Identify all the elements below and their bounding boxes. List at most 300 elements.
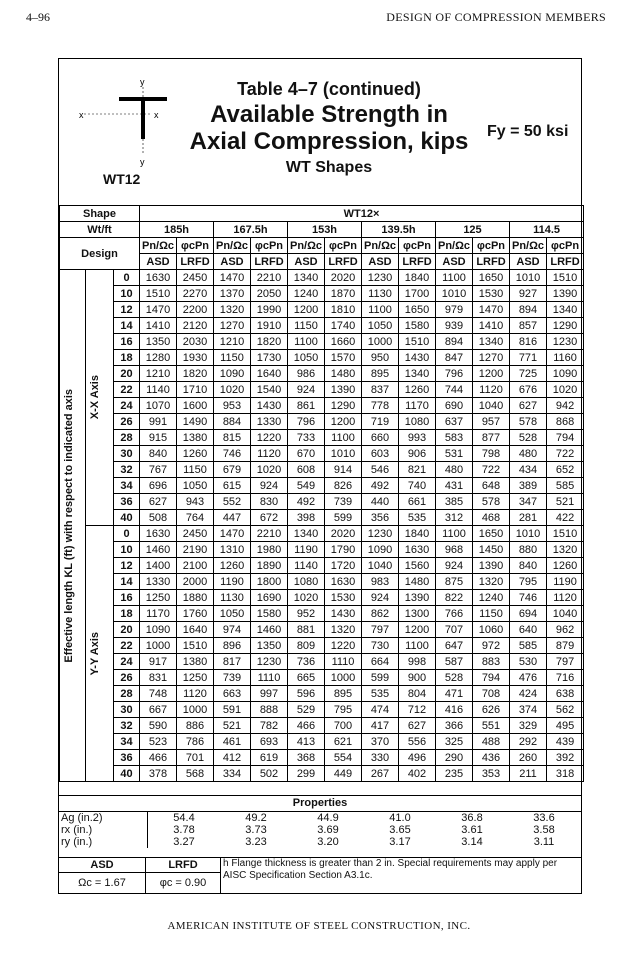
strength-value: 997 bbox=[251, 686, 288, 702]
strength-value: 599 bbox=[325, 510, 362, 526]
wtft-header: Wt/ft bbox=[60, 222, 140, 238]
strength-value: 700 bbox=[325, 718, 362, 734]
strength-value: 1130 bbox=[362, 286, 399, 302]
strength-value: 211 bbox=[510, 766, 547, 782]
strength-value: 608 bbox=[288, 462, 325, 478]
strength-value: 795 bbox=[510, 574, 547, 590]
table-title: Available Strength in Axial Compression, kips bbox=[189, 101, 469, 155]
strength-value: 627 bbox=[399, 718, 436, 734]
strength-value: 1230 bbox=[547, 334, 584, 350]
table-row bbox=[60, 398, 584, 414]
strength-value: 1430 bbox=[325, 606, 362, 622]
length-value: 32 bbox=[114, 718, 140, 734]
strength-value: 924 bbox=[251, 478, 288, 494]
strength-value: 1740 bbox=[325, 318, 362, 334]
strength-value: 782 bbox=[251, 718, 288, 734]
effective-length-label: Effective length KL (ft) with respect to indicated axis bbox=[63, 388, 75, 663]
strength-value: 1220 bbox=[325, 638, 362, 654]
strength-value: 730 bbox=[362, 638, 399, 654]
strength-value: 840 bbox=[510, 558, 547, 574]
strength-value: 670 bbox=[288, 446, 325, 462]
strength-value: 2000 bbox=[177, 574, 214, 590]
strength-value: 986 bbox=[288, 366, 325, 382]
strength-value: 837 bbox=[362, 382, 399, 398]
strength-value: 436 bbox=[473, 750, 510, 766]
strength-value: 1090 bbox=[362, 542, 399, 558]
strength-value: 1000 bbox=[140, 638, 177, 654]
strength-value: 528 bbox=[510, 430, 547, 446]
strength-value: 690 bbox=[436, 398, 473, 414]
strength-value: 1390 bbox=[325, 382, 362, 398]
strength-value: 1040 bbox=[473, 398, 510, 414]
strength-value: 1470 bbox=[214, 526, 251, 542]
property-value: 3.69 bbox=[317, 824, 339, 836]
length-value: 14 bbox=[114, 574, 140, 590]
lrfd-header: LRFD bbox=[325, 254, 362, 270]
strength-value: 1310 bbox=[214, 542, 251, 558]
strength-value: 1020 bbox=[214, 382, 251, 398]
strength-value: 1930 bbox=[177, 350, 214, 366]
strength-value: 1020 bbox=[547, 382, 584, 398]
strength-value: 1400 bbox=[140, 558, 177, 574]
table-row bbox=[60, 526, 584, 542]
axis-x-right: x bbox=[154, 110, 159, 120]
strength-value: 590 bbox=[140, 718, 177, 734]
strength-value: 549 bbox=[288, 478, 325, 494]
strength-value: 1000 bbox=[325, 670, 362, 686]
property-row bbox=[59, 824, 581, 836]
strength-value: 385 bbox=[436, 494, 473, 510]
strength-value: 546 bbox=[362, 462, 399, 478]
strength-value: 638 bbox=[547, 686, 584, 702]
length-value: 28 bbox=[114, 430, 140, 446]
strength-value: 468 bbox=[473, 510, 510, 526]
strength-value: 900 bbox=[399, 670, 436, 686]
weight-header: 125 bbox=[436, 222, 510, 238]
strength-value: 389 bbox=[510, 478, 547, 494]
strength-value: 1250 bbox=[140, 590, 177, 606]
strength-value: 804 bbox=[399, 686, 436, 702]
strength-value: 447 bbox=[214, 510, 251, 526]
strength-value: 1290 bbox=[547, 318, 584, 334]
strength-value: 748 bbox=[140, 686, 177, 702]
strength-value: 267 bbox=[362, 766, 399, 782]
strength-value: 1820 bbox=[177, 366, 214, 382]
strength-value: 2050 bbox=[251, 286, 288, 302]
strength-value: 712 bbox=[399, 702, 436, 718]
strength-value: 1150 bbox=[473, 606, 510, 622]
strength-value: 1190 bbox=[214, 574, 251, 590]
lrfd-header: LRFD bbox=[473, 254, 510, 270]
strength-value: 672 bbox=[251, 510, 288, 526]
length-value: 14 bbox=[114, 318, 140, 334]
property-value: 41.0 bbox=[389, 812, 411, 824]
section-title: DESIGN OF COMPRESSION MEMBERS bbox=[386, 10, 606, 24]
strength-value: 1220 bbox=[251, 430, 288, 446]
strength-value: 1100 bbox=[325, 430, 362, 446]
strength-value: 621 bbox=[325, 734, 362, 750]
strength-value: 979 bbox=[436, 302, 473, 318]
strength-value: 1150 bbox=[288, 318, 325, 334]
strength-value: 797 bbox=[547, 654, 584, 670]
length-value: 18 bbox=[114, 606, 140, 622]
property-value: 36.8 bbox=[461, 812, 483, 824]
strength-value: 1140 bbox=[140, 382, 177, 398]
strength-value: 962 bbox=[547, 622, 584, 638]
strength-value: 708 bbox=[473, 686, 510, 702]
strength-value: 356 bbox=[362, 510, 399, 526]
strength-value: 1390 bbox=[547, 286, 584, 302]
strength-value: 434 bbox=[510, 462, 547, 478]
strength-value: 1570 bbox=[325, 350, 362, 366]
strength-value: 693 bbox=[251, 734, 288, 750]
strength-value: 1200 bbox=[288, 302, 325, 318]
strength-value: 1270 bbox=[214, 318, 251, 334]
strength-value: 1530 bbox=[325, 590, 362, 606]
strength-value: 894 bbox=[436, 334, 473, 350]
lrfd-header: LRFD bbox=[251, 254, 288, 270]
table-row bbox=[60, 510, 584, 526]
lrfd-strength-header: φcPn bbox=[399, 238, 436, 254]
strength-value: 615 bbox=[214, 478, 251, 494]
strength-value: 894 bbox=[510, 302, 547, 318]
strength-value: 378 bbox=[140, 766, 177, 782]
weight-header: 139.5h bbox=[362, 222, 436, 238]
strength-value: 1090 bbox=[140, 622, 177, 638]
length-value: 22 bbox=[114, 382, 140, 398]
strength-value: 1170 bbox=[140, 606, 177, 622]
strength-value: 733 bbox=[288, 430, 325, 446]
strength-value: 1100 bbox=[399, 638, 436, 654]
strength-value: 647 bbox=[436, 638, 473, 654]
properties-section bbox=[59, 795, 581, 848]
footnote: h Flange thickness is greater than 2 in. Special requirements may apply per AISC Specification Section A3.1c. bbox=[223, 858, 558, 881]
strength-value: 1370 bbox=[214, 286, 251, 302]
strength-value: 370 bbox=[362, 734, 399, 750]
strength-value: 847 bbox=[436, 350, 473, 366]
length-value: 20 bbox=[114, 366, 140, 382]
strength-value: 626 bbox=[473, 702, 510, 718]
strength-value: 329 bbox=[510, 718, 547, 734]
axis-label-cell bbox=[86, 270, 114, 526]
strength-value: 334 bbox=[214, 766, 251, 782]
strength-value: 413 bbox=[288, 734, 325, 750]
property-value: 3.23 bbox=[245, 836, 267, 848]
strength-value: 235 bbox=[436, 766, 473, 782]
weight-header: 153h bbox=[288, 222, 362, 238]
lrfd-strength-header: φcPn bbox=[325, 238, 362, 254]
strength-value: 2020 bbox=[325, 526, 362, 542]
strength-value: 696 bbox=[140, 478, 177, 494]
asd-strength-header: Pn/Ωc bbox=[214, 238, 251, 254]
shape-value: WT12× bbox=[140, 206, 584, 222]
strength-value: 895 bbox=[362, 366, 399, 382]
strength-value: 347 bbox=[510, 494, 547, 510]
strength-value: 325 bbox=[436, 734, 473, 750]
strength-value: 1110 bbox=[325, 654, 362, 670]
strength-value: 957 bbox=[473, 414, 510, 430]
strength-value: 1210 bbox=[140, 366, 177, 382]
strength-value: 665 bbox=[288, 670, 325, 686]
strength-value: 1630 bbox=[399, 542, 436, 558]
strength-value: 530 bbox=[510, 654, 547, 670]
strength-value: 1040 bbox=[547, 606, 584, 622]
strength-value: 739 bbox=[214, 670, 251, 686]
strength-table bbox=[59, 205, 584, 782]
property-value: 33.6 bbox=[533, 812, 555, 824]
strength-value: 1330 bbox=[140, 574, 177, 590]
asd-header: ASD bbox=[510, 254, 547, 270]
length-value: 22 bbox=[114, 638, 140, 654]
strength-value: 1260 bbox=[177, 446, 214, 462]
length-value: 34 bbox=[114, 478, 140, 494]
property-value: 3.17 bbox=[389, 836, 411, 848]
strength-value: 1200 bbox=[325, 414, 362, 430]
strength-value: 417 bbox=[362, 718, 399, 734]
strength-value: 1700 bbox=[399, 286, 436, 302]
strength-value: 1200 bbox=[399, 622, 436, 638]
strength-value: 1100 bbox=[436, 270, 473, 286]
strength-value: 886 bbox=[177, 718, 214, 734]
strength-value: 1460 bbox=[140, 542, 177, 558]
strength-value: 439 bbox=[547, 734, 584, 750]
strength-value: 1110 bbox=[251, 670, 288, 686]
strength-value: 2450 bbox=[177, 270, 214, 286]
strength-value: 1640 bbox=[177, 622, 214, 638]
length-value: 10 bbox=[114, 286, 140, 302]
axis-y-top: y bbox=[140, 77, 145, 87]
property-value: 44.9 bbox=[317, 812, 339, 824]
strength-value: 821 bbox=[399, 462, 436, 478]
strength-value: 330 bbox=[362, 750, 399, 766]
strength-value: 663 bbox=[214, 686, 251, 702]
strength-value: 927 bbox=[510, 286, 547, 302]
strength-value: 2210 bbox=[251, 526, 288, 542]
strength-value: 676 bbox=[510, 382, 547, 398]
strength-value: 416 bbox=[436, 702, 473, 718]
table-row bbox=[60, 430, 584, 446]
strength-value: 679 bbox=[214, 462, 251, 478]
table-row bbox=[60, 654, 584, 670]
strength-value: 2450 bbox=[177, 526, 214, 542]
strength-value: 402 bbox=[399, 766, 436, 782]
strength-value: 1880 bbox=[177, 590, 214, 606]
strength-value: 1190 bbox=[547, 574, 584, 590]
length-value: 30 bbox=[114, 446, 140, 462]
table-row bbox=[60, 718, 584, 734]
axis-label: Y-Y Axis bbox=[89, 631, 101, 676]
strength-value: 1430 bbox=[399, 350, 436, 366]
strength-value: 2020 bbox=[325, 270, 362, 286]
table-row bbox=[60, 574, 584, 590]
strength-value: 551 bbox=[473, 718, 510, 734]
strength-value: 562 bbox=[547, 702, 584, 718]
strength-value: 1650 bbox=[473, 270, 510, 286]
strength-value: 1120 bbox=[251, 446, 288, 462]
length-value: 40 bbox=[114, 510, 140, 526]
strength-value: 1090 bbox=[214, 366, 251, 382]
strength-value: 1410 bbox=[140, 318, 177, 334]
strength-value: 1840 bbox=[399, 270, 436, 286]
strength-value: 875 bbox=[436, 574, 473, 590]
strength-value: 1630 bbox=[325, 574, 362, 590]
strength-value: 1430 bbox=[251, 398, 288, 414]
length-value: 28 bbox=[114, 686, 140, 702]
table-row bbox=[60, 446, 584, 462]
strength-value: 746 bbox=[510, 590, 547, 606]
strength-value: 1480 bbox=[325, 366, 362, 382]
strength-value: 535 bbox=[399, 510, 436, 526]
length-value: 0 bbox=[114, 270, 140, 286]
table-row bbox=[60, 638, 584, 654]
strength-value: 523 bbox=[140, 734, 177, 750]
table-row bbox=[60, 286, 584, 302]
strength-value: 815 bbox=[214, 430, 251, 446]
strength-value: 568 bbox=[177, 766, 214, 782]
axis-label: X-X Axis bbox=[89, 375, 101, 420]
strength-value: 740 bbox=[399, 478, 436, 494]
strength-value: 1890 bbox=[251, 558, 288, 574]
strength-value: 260 bbox=[510, 750, 547, 766]
strength-value: 744 bbox=[436, 382, 473, 398]
strength-value: 857 bbox=[510, 318, 547, 334]
property-value: 3.78 bbox=[173, 824, 195, 836]
strength-value: 578 bbox=[473, 494, 510, 510]
strength-value: 1230 bbox=[251, 654, 288, 670]
strength-value: 952 bbox=[288, 606, 325, 622]
strength-value: 449 bbox=[325, 766, 362, 782]
strength-value: 924 bbox=[288, 382, 325, 398]
strength-value: 599 bbox=[362, 670, 399, 686]
property-label: Ag (in.2) bbox=[59, 812, 148, 824]
strength-value: 2270 bbox=[177, 286, 214, 302]
strength-value: 1350 bbox=[251, 638, 288, 654]
strength-value: 1320 bbox=[214, 302, 251, 318]
strength-value: 1710 bbox=[177, 382, 214, 398]
table-row bbox=[60, 366, 584, 382]
strength-value: 950 bbox=[362, 350, 399, 366]
strength-value: 1240 bbox=[473, 590, 510, 606]
strength-value: 578 bbox=[510, 414, 547, 430]
strength-value: 1140 bbox=[288, 558, 325, 574]
strength-value: 1660 bbox=[325, 334, 362, 350]
strength-value: 496 bbox=[399, 750, 436, 766]
table-row bbox=[60, 382, 584, 398]
strength-value: 991 bbox=[140, 414, 177, 430]
strength-value: 1050 bbox=[288, 350, 325, 366]
table-row bbox=[60, 686, 584, 702]
strength-value: 809 bbox=[288, 638, 325, 654]
property-value: 3.11 bbox=[533, 836, 555, 848]
strength-value: 881 bbox=[288, 622, 325, 638]
strength-value: 917 bbox=[140, 654, 177, 670]
asd-strength-header: Pn/Ωc bbox=[436, 238, 473, 254]
strength-value: 701 bbox=[177, 750, 214, 766]
strength-value: 1540 bbox=[251, 382, 288, 398]
weight-header: 185h bbox=[140, 222, 214, 238]
strength-value: 1340 bbox=[288, 270, 325, 286]
lrfd-header: LRFD bbox=[399, 254, 436, 270]
property-value: 3.61 bbox=[461, 824, 483, 836]
strength-value: 492 bbox=[362, 478, 399, 494]
axis-y-bottom: y bbox=[140, 157, 145, 167]
strength-value: 1340 bbox=[399, 366, 436, 382]
strength-value: 1730 bbox=[251, 350, 288, 366]
strength-value: 1080 bbox=[399, 414, 436, 430]
strength-value: 1100 bbox=[436, 526, 473, 542]
strength-value: 374 bbox=[510, 702, 547, 718]
strength-value: 943 bbox=[177, 494, 214, 510]
strength-value: 1010 bbox=[436, 286, 473, 302]
properties-title: Properties bbox=[59, 795, 581, 812]
strength-value: 877 bbox=[473, 430, 510, 446]
table-number: Table 4–7 (continued) bbox=[237, 79, 421, 99]
length-value: 12 bbox=[114, 302, 140, 318]
strength-value: 1790 bbox=[325, 542, 362, 558]
strength-value: 862 bbox=[362, 606, 399, 622]
strength-value: 1530 bbox=[473, 286, 510, 302]
strength-value: 1050 bbox=[362, 318, 399, 334]
strength-value: 640 bbox=[510, 622, 547, 638]
strength-value: 476 bbox=[510, 670, 547, 686]
strength-value: 719 bbox=[362, 414, 399, 430]
strength-value: 502 bbox=[251, 766, 288, 782]
strength-value: 906 bbox=[399, 446, 436, 462]
strength-value: 2030 bbox=[177, 334, 214, 350]
strength-value: 299 bbox=[288, 766, 325, 782]
property-row bbox=[59, 836, 581, 848]
strength-value: 480 bbox=[436, 462, 473, 478]
asd-strength-header: Pn/Ωc bbox=[140, 238, 177, 254]
strength-value: 1470 bbox=[473, 302, 510, 318]
strength-value: 1980 bbox=[251, 542, 288, 558]
publisher: AMERICAN INSTITUTE OF STEEL CONSTRUCTION, INC. bbox=[167, 920, 471, 932]
strength-value: 972 bbox=[473, 638, 510, 654]
strength-value: 1000 bbox=[177, 702, 214, 718]
strength-value: 1350 bbox=[140, 334, 177, 350]
strength-value: 694 bbox=[510, 606, 547, 622]
strength-value: 1160 bbox=[547, 350, 584, 366]
strength-value: 879 bbox=[547, 638, 584, 654]
strength-value: 968 bbox=[436, 542, 473, 558]
strength-value: 619 bbox=[251, 750, 288, 766]
strength-value: 627 bbox=[140, 494, 177, 510]
strength-value: 831 bbox=[140, 670, 177, 686]
strength-value: 312 bbox=[436, 510, 473, 526]
strength-value: 1600 bbox=[177, 398, 214, 414]
strength-value: 1390 bbox=[473, 558, 510, 574]
strength-value: 953 bbox=[214, 398, 251, 414]
strength-value: 1560 bbox=[399, 558, 436, 574]
length-value: 24 bbox=[114, 654, 140, 670]
strength-value: 1120 bbox=[177, 686, 214, 702]
strength-value: 778 bbox=[362, 398, 399, 414]
strength-value: 884 bbox=[214, 414, 251, 430]
asd-strength-header: Pn/Ωc bbox=[288, 238, 325, 254]
strength-value: 281 bbox=[510, 510, 547, 526]
strength-value: 1330 bbox=[251, 414, 288, 430]
strength-value: 1230 bbox=[362, 270, 399, 286]
strength-value: 521 bbox=[547, 494, 584, 510]
strength-value: 471 bbox=[436, 686, 473, 702]
strength-value: 1240 bbox=[288, 286, 325, 302]
asd-strength-header: Pn/Ωc bbox=[362, 238, 399, 254]
strength-value: 1460 bbox=[251, 622, 288, 638]
strength-value: 924 bbox=[362, 590, 399, 606]
lrfd-factor: φc = 0.90 bbox=[146, 873, 221, 893]
strength-value: 440 bbox=[362, 494, 399, 510]
asd-label: ASD bbox=[59, 858, 146, 873]
